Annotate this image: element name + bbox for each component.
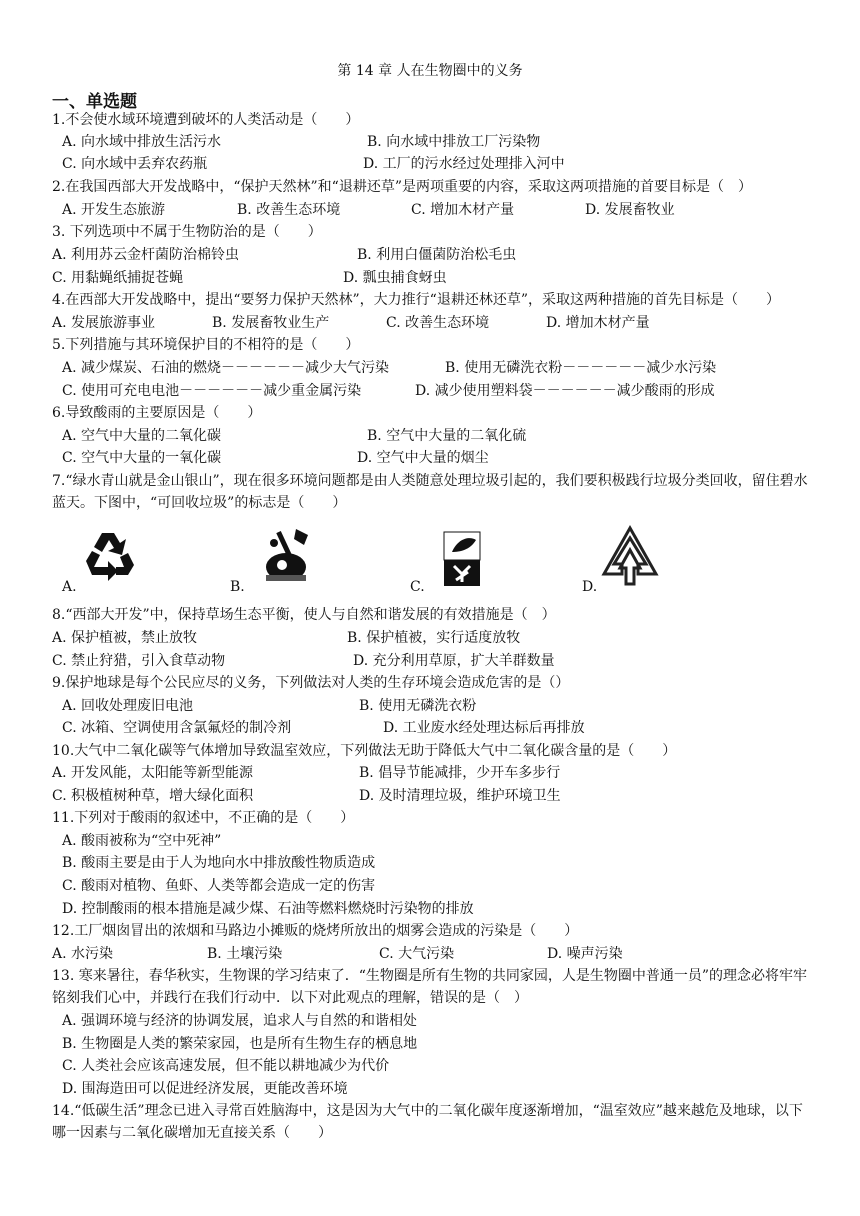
question-stem: 1.不会使水域环境遭到破坏的人类活动是（ ） [52, 112, 360, 128]
option-b: B. 使用无磷洗衣粉－－－－－－减少水污染 [445, 360, 717, 376]
question-stem: 3. 下列选项中不属于生物防治的是（ ） [52, 224, 322, 240]
option-b: B. 发展畜牧业生产 [212, 315, 330, 331]
option-c: C. 改善生态环境 [386, 315, 490, 331]
option-d: D. 噪声污染 [547, 946, 623, 962]
option-b: B. 改善生态环境 [237, 202, 341, 218]
recycle-arrows-icon [80, 527, 136, 587]
section-heading: 一、单选题 [52, 92, 137, 112]
option-b: B. 使用无磷洗衣粉 [359, 698, 477, 714]
question-stem: 4.在西部大开发战略中，提出“要努力保护天然林”，大力推行“退耕还林还草”，采取这两种措施的首先目标是（ ） [52, 292, 780, 308]
toxic-leaf-icon [442, 530, 482, 588]
option-c: C. 大气污染 [379, 946, 455, 962]
question-stem: 12.工厂烟囱冒出的浓烟和马路边小摊贩的烧烤所放出的烟雾会造成的污染是（ ） [52, 923, 579, 939]
option-a: A. 保护植被，禁止放牧 [52, 630, 198, 646]
option-a: A. [62, 579, 77, 595]
option-a: A. 发展旅游事业 [52, 315, 156, 331]
option-b: B. 向水域中排放工厂污染物 [367, 134, 541, 150]
option-d: D. 充分利用草原，扩大羊群数量 [353, 653, 555, 669]
option-c: C. 空气中大量的一氧化碳 [62, 450, 222, 466]
option-a: A. 开发生态旅游 [62, 202, 166, 218]
option-d: D. 围海造田可以促进经济发展，更能改善环境 [62, 1081, 348, 1097]
question-stem: 11.下列对于酸雨的叙述中，不正确的是（ ） [52, 810, 355, 826]
option-a: A. 强调环境与经济的协调发展，追求人与自然的和谐相处 [62, 1013, 418, 1029]
option-b: B. 保护植被，实行适度放牧 [347, 630, 521, 646]
question-stem: 7.“绿水青山就是金山银山”，现在很多环境问题都是由人类随意处理垃圾引起的，我们要积极践行垃圾分类回收，留住碧水蓝天。下图中，“可回收垃圾”的标志是（ ） [52, 473, 808, 511]
question-stem: 9.保护地球是每个公民应尽的义务，下列做法对人类的生存环境会造成危害的是（） [52, 675, 570, 691]
triangle-arrow-icon [600, 524, 660, 588]
option-b: B. 酸雨主要是由于人为地向水中排放酸性物质造成 [62, 855, 376, 871]
option-c: C. 人类社会应该高速发展，但不能以耕地减少为代价 [62, 1058, 390, 1074]
question-stem: 2.在我国西部大开发战略中，“保护天然林”和“退耕还草”是两项重要的内容，采取这两项措施的首要目标是（ ） [52, 179, 752, 195]
question-stem: 8.“西部大开发”中，保持草场生态平衡，使人与自然和谐发展的有效措施是（ ） [52, 607, 556, 623]
page-title: 第 14 章 人在生物圈中的义务 [337, 63, 523, 79]
option-d: D. 增加木材产量 [546, 315, 650, 331]
option-a: A. 利用苏云金杆菌防治棉铃虫 [52, 247, 240, 263]
question-stem: 6.导致酸雨的主要原因是（ ） [52, 405, 262, 421]
option-b: B. 空气中大量的二氧化硫 [367, 428, 527, 444]
option-a: A. 回收处理废旧电池 [62, 698, 194, 714]
option-d: D. 发展畜牧业 [585, 202, 675, 218]
option-d: D. [582, 579, 598, 595]
option-d: D. 空气中大量的烟尘 [357, 450, 489, 466]
option-c: C. 酸雨对植物、鱼虾、人类等都会造成一定的伤害 [62, 878, 376, 894]
option-d: D. 工厂的污水经过处理排入河中 [363, 156, 565, 172]
option-a: A. 减少煤炭、石油的燃烧－－－－－－减少大气污染 [62, 360, 390, 376]
option-c: C. 使用可充电电池－－－－－－减少重金属污染 [62, 383, 362, 399]
option-c: C. 用黏蝇纸捕捉苍蝇 [52, 270, 184, 286]
option-b: B. 利用白僵菌防治松毛虫 [357, 247, 517, 263]
option-b: B. [230, 579, 245, 595]
option-d: D. 工业废水经处理达标后再排放 [383, 720, 585, 736]
option-c: C. 冰箱、空调使用含氯氟烃的制冷剂 [62, 720, 292, 736]
question-stem: 13. 寒来暑往，春华秋实，生物课的学习结束了．“生物圈是所有生物的共同家园，人是生物圈中普通一员”的理念必将牢牢铭刻我们心中，并践行在我们行动中．以下对此观点的理解，错误的是（ ） [52, 968, 808, 1006]
option-d: D. 及时清理垃圾，维护环境卫生 [359, 788, 561, 804]
option-b: B. 生物圈是人类的繁荣家园，也是所有生物生存的栖息地 [62, 1036, 418, 1052]
option-c: C. 向水域中丢弃农药瓶 [62, 156, 208, 172]
option-a: A. 空气中大量的二氧化碳 [62, 428, 222, 444]
option-d: D. 控制酸雨的根本措施是减少煤、石油等燃料燃烧时污染物的排放 [62, 901, 474, 917]
question-stem: 14.“低碳生活”理念已进入寻常百姓脑海中，这是因为大气中的二氧化碳年度逐渐增加，“温室效应”越来越危及地球，以下哪一因素与二氧化碳增加无直接关系（ ） [52, 1103, 803, 1141]
option-a: A. 开发风能，太阳能等新型能源 [52, 765, 254, 781]
shovel-waste-icon [252, 525, 322, 587]
option-d: D. 减少使用塑料袋－－－－－－减少酸雨的形成 [415, 383, 715, 399]
option-a: A. 向水域中排放生活污水 [62, 134, 222, 150]
option-c: C. 积极植树种草，增大绿化面积 [52, 788, 254, 804]
option-d: D. 瓢虫捕食蚜虫 [343, 270, 447, 286]
option-b: B. 土壤污染 [207, 946, 283, 962]
option-b: B. 倡导节能减排，少开车多步行 [359, 765, 561, 781]
question-stem: 10.大气中二氧化碳等气体增加导致温室效应，下列做法无助于降低大气中二氧化碳含量的是（ ） [52, 743, 677, 759]
option-a: A. 酸雨被称为“空中死神” [62, 833, 222, 849]
option-c: C. [410, 579, 425, 595]
question-stem: 5.下列措施与其环境保护目的不相符的是（ ） [52, 337, 360, 353]
option-a: A. 水污染 [52, 946, 114, 962]
option-c: C. 增加木材产量 [411, 202, 515, 218]
option-c: C. 禁止狩猎，引入食草动物 [52, 653, 226, 669]
